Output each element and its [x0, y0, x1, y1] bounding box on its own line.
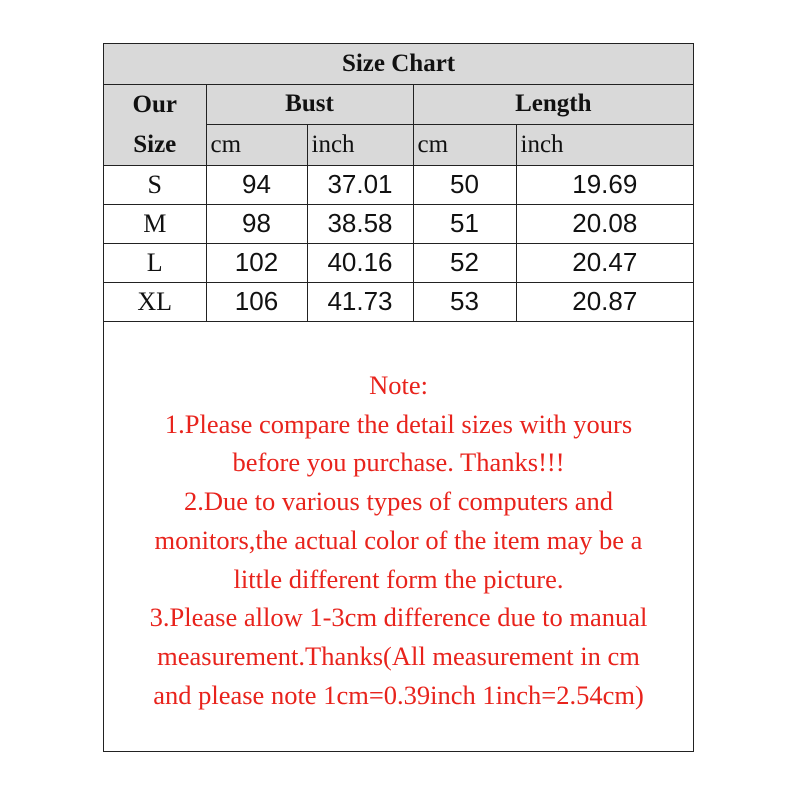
length-inch-value: 20.08 — [516, 204, 693, 243]
size-label: L — [104, 243, 206, 282]
note-line: 1.Please compare the detail sizes with yours — [164, 408, 633, 439]
bust-cm-value: 98 — [206, 204, 307, 243]
bust-header: Bust — [206, 84, 413, 125]
size-label: M — [104, 204, 206, 243]
size-chart-title: Size Chart — [104, 44, 693, 84]
our-size-header — [104, 84, 206, 165]
note-line: measurement.Thanks(All measurement in cm — [157, 640, 640, 671]
size-chart-table — [104, 44, 693, 322]
note-line: and please note 1cm=0.39inch 1inch=2.54cm) — [153, 679, 644, 710]
bust-inch-value: 38.58 — [307, 204, 413, 243]
length-cm-value: 50 — [413, 165, 516, 204]
bust-cm-value: 102 — [206, 243, 307, 282]
bust-inch-value: 40.16 — [307, 243, 413, 282]
bust-inch-header: inch — [307, 125, 413, 166]
table-row — [104, 282, 693, 321]
note-line: 2.Due to various types of computers and — [183, 486, 614, 517]
size-label: S — [104, 165, 206, 204]
size-label: XL — [104, 282, 206, 321]
bust-cm-header: cm — [206, 125, 307, 166]
note-block — [104, 366, 693, 714]
table-row — [104, 165, 693, 204]
our-size-line1: Our — [132, 90, 177, 118]
table-row — [104, 204, 693, 243]
note-line: monitors,the actual color of the item may be a — [154, 524, 643, 555]
length-cm-value: 51 — [413, 204, 516, 243]
size-chart-frame — [103, 43, 694, 752]
length-inch-value: 19.69 — [516, 165, 693, 204]
length-inch-value: 20.47 — [516, 243, 693, 282]
bust-inch-value: 37.01 — [307, 165, 413, 204]
bust-inch-value: 41.73 — [307, 282, 413, 321]
length-cm-value: 53 — [413, 282, 516, 321]
length-inch-value: 20.87 — [516, 282, 693, 321]
note-line: before you purchase. Thanks!!! — [232, 447, 565, 478]
length-cm-value: 52 — [413, 243, 516, 282]
bust-cm-value: 94 — [206, 165, 307, 204]
bust-cm-value: 106 — [206, 282, 307, 321]
note-line: little different form the picture. — [233, 563, 564, 594]
note-heading: Note: — [369, 370, 428, 400]
table-row — [104, 243, 693, 282]
length-cm-header: cm — [413, 125, 516, 166]
note-line: 3.Please allow 1-3cm difference due to manual — [149, 602, 648, 633]
length-header: Length — [413, 84, 693, 125]
length-inch-header: inch — [516, 125, 693, 166]
our-size-line2: Size — [133, 130, 177, 158]
